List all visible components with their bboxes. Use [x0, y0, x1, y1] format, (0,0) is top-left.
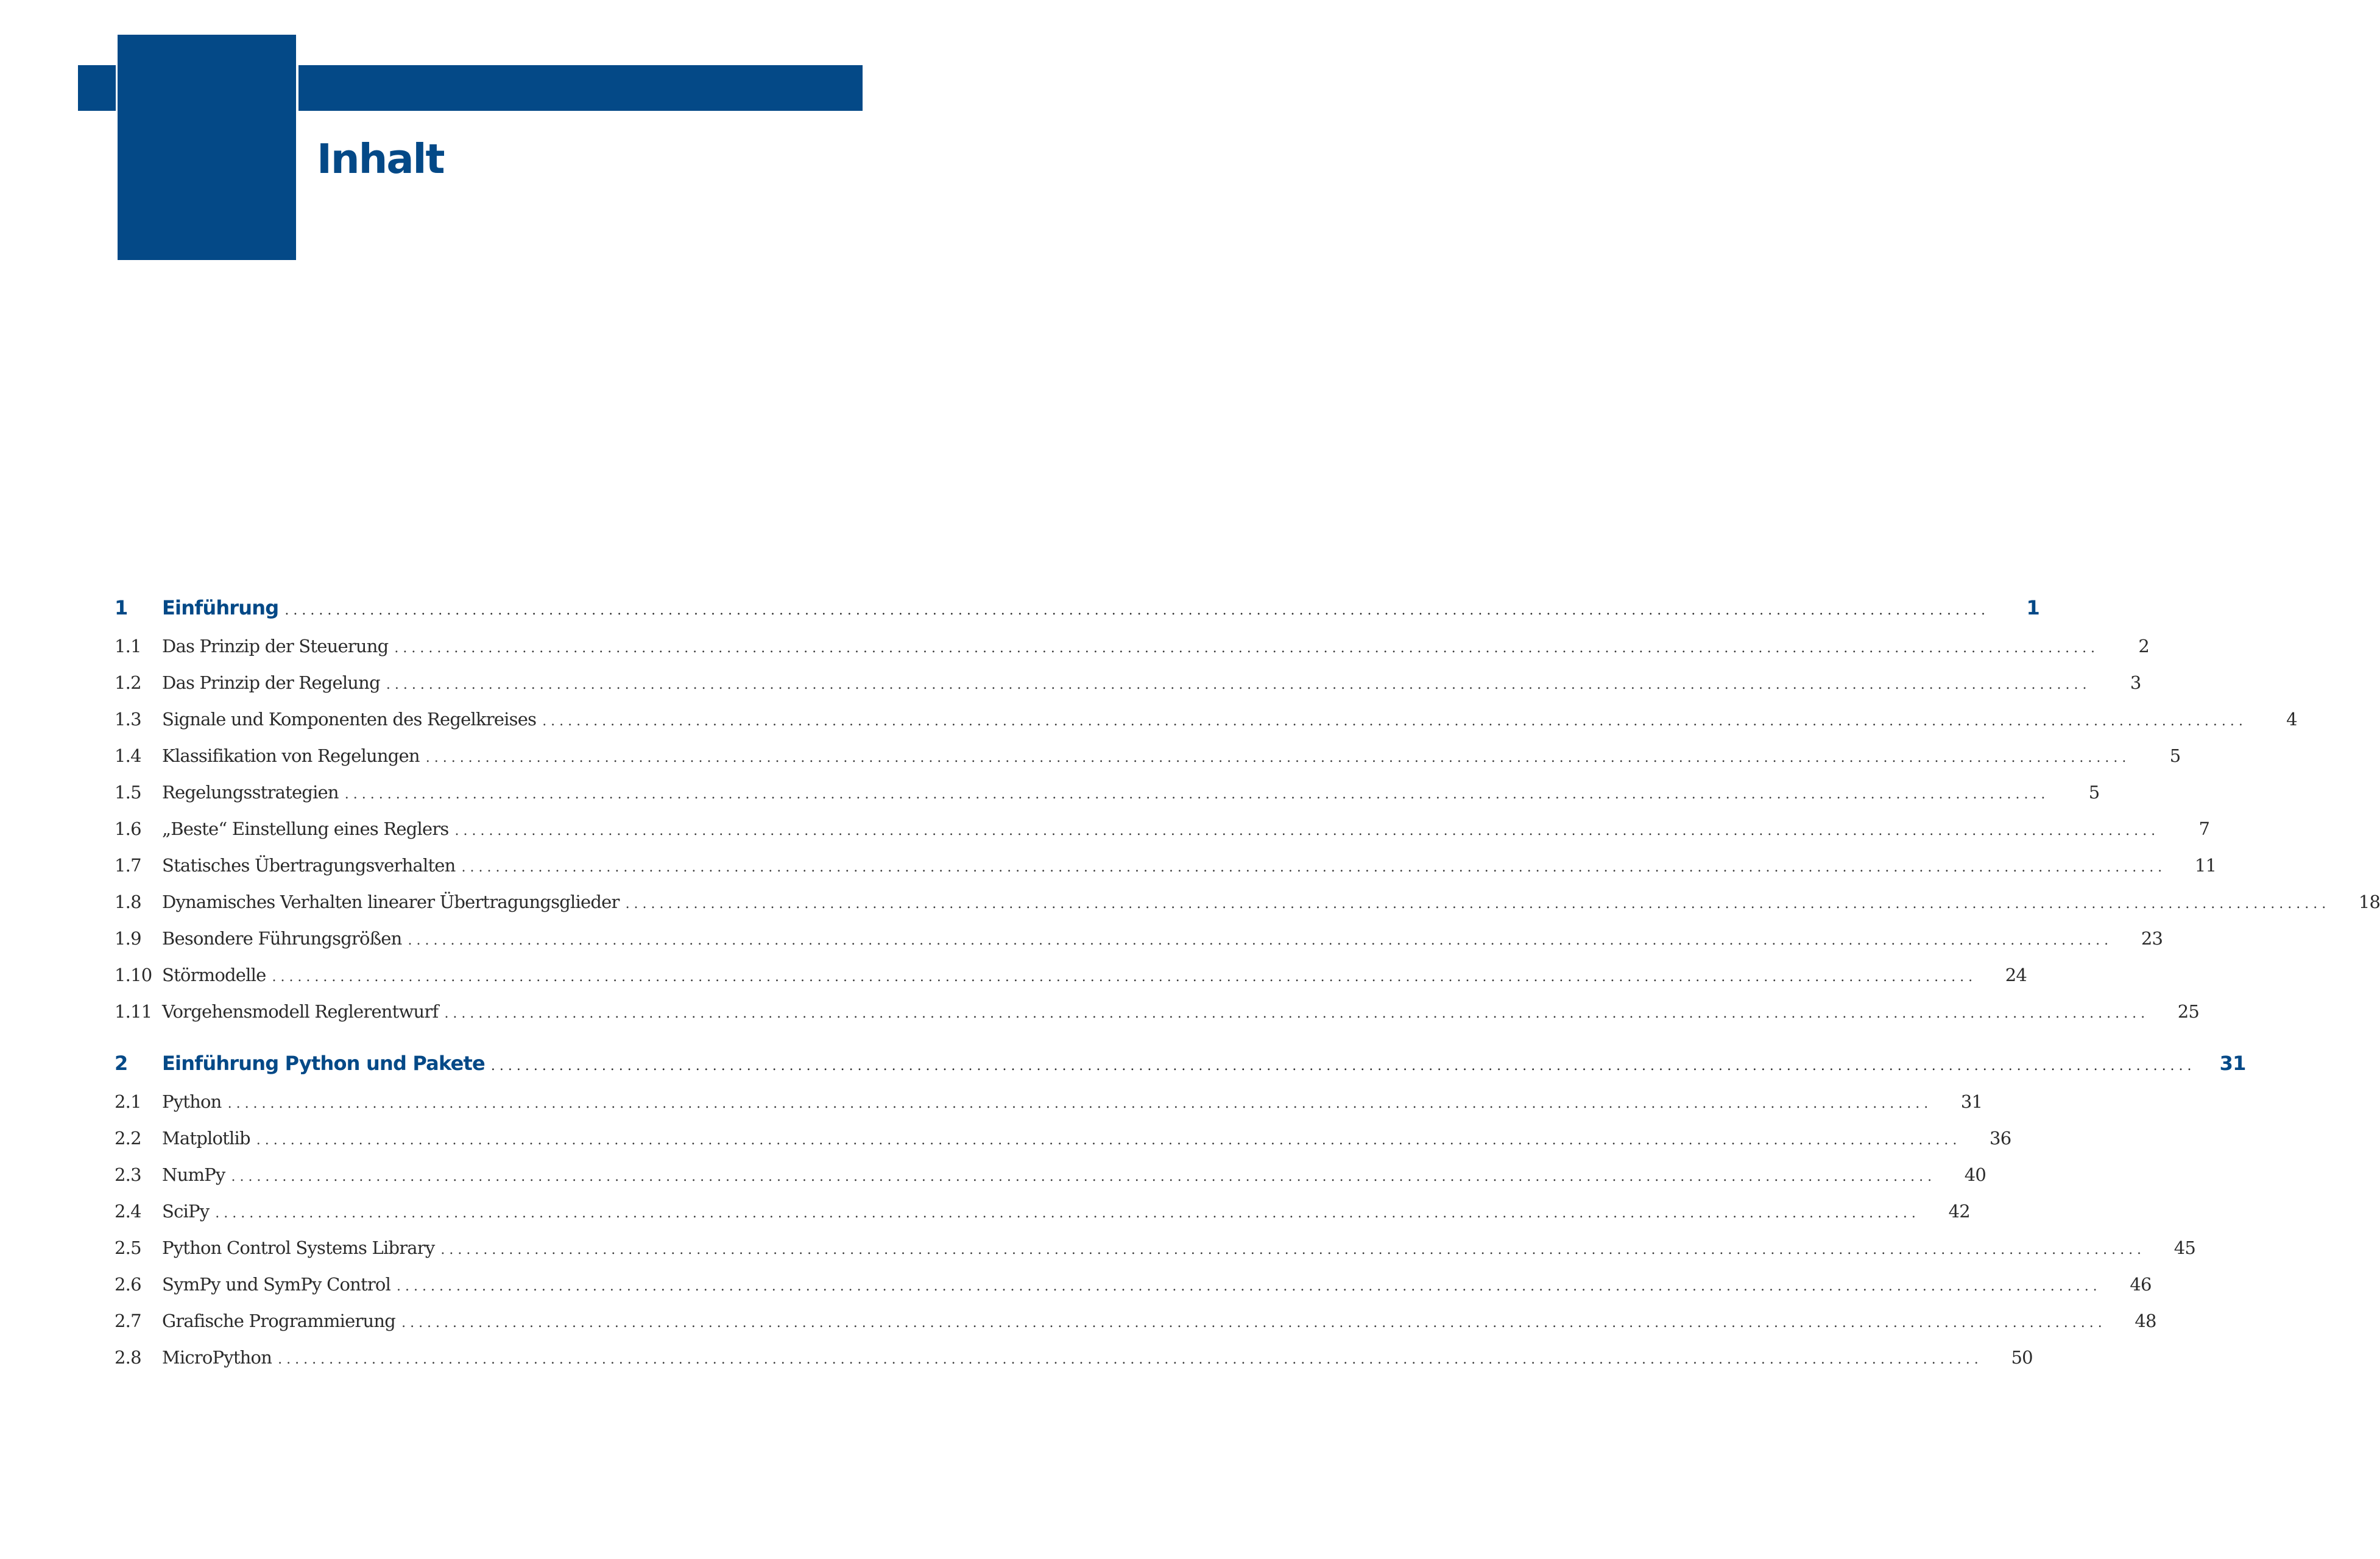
toc-section-entry-number: 1.5 [115, 782, 141, 803]
toc-section-entry-title: MicroPython [162, 1347, 272, 1368]
toc-section-entry-title: Signale und Komponenten des Regelkreises [162, 709, 537, 730]
toc-section-entry-number: 1.3 [115, 709, 141, 730]
toc-section-entry-title: Python [162, 1091, 222, 1112]
toc-section-entry[interactable] [115, 1339, 2033, 1376]
dot-leader: ........................................................................................................................................................................................................ [344, 787, 2050, 802]
toc-section-entry[interactable] [115, 1156, 1986, 1193]
toc-section-entry-number: 2.2 [115, 1128, 141, 1149]
toc-section-entry-page-number: 5 [2169, 745, 2181, 766]
toc-section-entry-title: Regelungsstrategien [162, 782, 339, 803]
dot-leader: ........................................................................................................................................................................................................ [401, 1315, 2106, 1331]
toc-section-entry-page-number: 2 [2138, 636, 2150, 656]
toc-section-entry-page-number: 31 [1960, 1091, 1983, 1112]
toc-section-entry-page-number: 50 [2011, 1347, 2033, 1368]
toc-section-entry-page-number: 36 [1990, 1128, 2011, 1149]
toc-section-entry-number: 1.1 [115, 636, 141, 656]
toc-section-entry-title: „Beste“ Einstellung eines Reglers [162, 818, 449, 839]
dot-leader: ........................................................................................................................................................................................................ [215, 1206, 1920, 1221]
toc-section-entry-number: 2.4 [115, 1201, 141, 1222]
dot-leader: ........................................................................................................................................................................................................ [394, 641, 2100, 656]
toc-section-entry[interactable] [115, 957, 2027, 993]
dot-leader: ........................................................................................................................................................................................................ [425, 750, 2131, 765]
toc-section-entry[interactable] [115, 1193, 1970, 1230]
toc-section-entry[interactable] [115, 1230, 2196, 1266]
dot-leader: ........................................................................................................................................................................................................ [542, 714, 2247, 729]
toc-section-entry-title: Python Control Systems Library [162, 1237, 435, 1258]
toc-section-entry-title: Störmodelle [162, 965, 266, 985]
toc-section-entry-title: Grafische Programmierung [162, 1311, 396, 1331]
dot-leader: ........................................................................................................................................................................................................ [461, 860, 2167, 875]
toc-chapter-heading-number: 2 [115, 1052, 128, 1075]
toc-section-entry-title: Klassifikation von Regelungen [162, 745, 420, 766]
toc-section-entry-page-number: 45 [2173, 1237, 2196, 1258]
toc-section-entry[interactable] [115, 993, 2200, 1030]
toc-section-entry[interactable] [115, 920, 2163, 957]
page-title: Inhalt [317, 135, 444, 183]
toc-chapter-heading-page-number: 1 [2026, 596, 2039, 619]
toc-section-entry-number: 2.6 [115, 1274, 141, 1295]
toc-section-entry-number: 1.4 [115, 745, 141, 766]
toc-section-entry-title: NumPy [162, 1164, 225, 1185]
toc-section-entry-number: 1.6 [115, 818, 141, 839]
toc-section-entry[interactable] [115, 1083, 1983, 1120]
toc-chapter-heading[interactable] [115, 1043, 2246, 1083]
toc-section-entry-page-number: 23 [2141, 928, 2163, 949]
toc-section-entry-title: Statisches Übertragungsverhalten [162, 855, 456, 876]
table-of-contents [115, 588, 2380, 1389]
dot-leader: ........................................................................................................................................................................................................ [231, 1169, 1937, 1184]
toc-chapter-heading[interactable] [115, 588, 2039, 628]
toc-section-entry-number: 1.2 [115, 672, 141, 693]
toc-section-entry-number: 1.7 [115, 855, 141, 876]
toc-chapter [115, 588, 2380, 1030]
toc-section-entry-number: 1.8 [115, 892, 141, 912]
toc-section-entry-page-number: 24 [2005, 965, 2027, 985]
toc-section-entry-page-number: 3 [2130, 672, 2141, 693]
toc-section-entry-title: Das Prinzip der Regelung [162, 672, 380, 693]
dot-leader: ........................................................................................................................................................................................................ [386, 677, 2091, 692]
toc-section-entry-number: 2.1 [115, 1091, 141, 1112]
header-square [118, 35, 296, 260]
toc-section-entry-number: 2.8 [115, 1347, 141, 1368]
toc-chapter [115, 1043, 2246, 1376]
toc-section-entry-number: 1.10 [115, 965, 152, 985]
dot-leader: ........................................................................................................................................................................................................ [278, 1352, 1983, 1367]
toc-section-entry[interactable] [115, 847, 2217, 884]
toc-section-entry-page-number: 40 [1964, 1164, 1986, 1185]
toc-section-entry-title: SymPy und SymPy Control [162, 1274, 391, 1295]
toc-section-entry-number: 1.9 [115, 928, 141, 949]
toc-section-entry-number: 2.3 [115, 1164, 141, 1185]
toc-section-entry[interactable] [115, 737, 2181, 774]
toc-section-entry-page-number: 25 [2177, 1001, 2200, 1022]
dot-leader: ........................................................................................................................................................................................................ [408, 933, 2113, 948]
toc-section-entry-title: Das Prinzip der Steuerung [162, 636, 389, 656]
toc-section-entry-page-number: 46 [2130, 1274, 2152, 1295]
dot-leader: ........................................................................................................................................................................................................ [227, 1096, 1933, 1111]
toc-section-entry-number: 2.7 [115, 1311, 141, 1331]
toc-section-entry-page-number: 4 [2286, 709, 2297, 730]
toc-section-entry[interactable] [115, 701, 2297, 737]
toc-section-entry-page-number: 11 [2194, 855, 2217, 876]
toc-section-entry[interactable] [115, 774, 2100, 811]
header-bar-right [298, 65, 863, 111]
toc-section-entry[interactable] [115, 1120, 2011, 1156]
toc-section-entry-title: Dynamisches Verhalten linearer Übertragungsglieder [162, 892, 620, 912]
toc-section-entry-page-number: 18 [2358, 892, 2380, 912]
toc-section-entry-title: Matplotlib [162, 1128, 250, 1149]
dot-leader: ........................................................................................................................................................................................................ [454, 823, 2160, 839]
toc-chapter-heading-title: Einführung [162, 596, 279, 619]
toc-chapter-heading-page-number: 31 [2219, 1052, 2246, 1075]
toc-section-entry-title: SciPy [162, 1201, 210, 1222]
toc-section-entry[interactable] [115, 628, 2150, 664]
toc-section-entry[interactable] [115, 664, 2141, 701]
toc-section-entry[interactable] [115, 1266, 2152, 1303]
toc-section-entry-title: Besondere Führungsgrößen [162, 928, 402, 949]
dot-leader: ........................................................................................................................................................................................................ [440, 1242, 2146, 1258]
toc-section-entry-title: Vorgehensmodell Reglerentwurf [162, 1001, 439, 1022]
header-bar-left [78, 65, 116, 111]
toc-chapter-heading-number: 1 [115, 596, 128, 619]
dot-leader: ........................................................................................................................................................................................................ [444, 1006, 2150, 1021]
toc-section-entry-page-number: 7 [2198, 818, 2210, 839]
toc-section-entry[interactable] [115, 884, 2380, 920]
dot-leader: ........................................................................................................................................................................................................ [397, 1279, 2102, 1294]
toc-section-entry-number: 2.5 [115, 1237, 141, 1258]
toc-section-entry[interactable] [115, 1303, 2156, 1339]
toc-section-entry-page-number: 42 [1948, 1201, 1970, 1222]
toc-section-entry-page-number: 48 [2135, 1311, 2156, 1331]
dot-leader: ........................................................................................................................................................................................................ [284, 603, 1990, 618]
dot-leader: ........................................................................................................................................................................................................ [625, 896, 2331, 912]
dot-leader: ........................................................................................................................................................................................................ [256, 1133, 1962, 1148]
toc-section-entry[interactable] [115, 811, 2210, 847]
toc-section-entry-number: 1.11 [115, 1001, 152, 1022]
toc-section-entry-page-number: 5 [2088, 782, 2100, 803]
toc-chapter-heading-title: Einführung Python und Pakete [162, 1052, 485, 1075]
dot-leader: ........................................................................................................................................................................................................ [272, 970, 1977, 985]
dot-leader: ........................................................................................................................................................................................................ [490, 1058, 2196, 1074]
